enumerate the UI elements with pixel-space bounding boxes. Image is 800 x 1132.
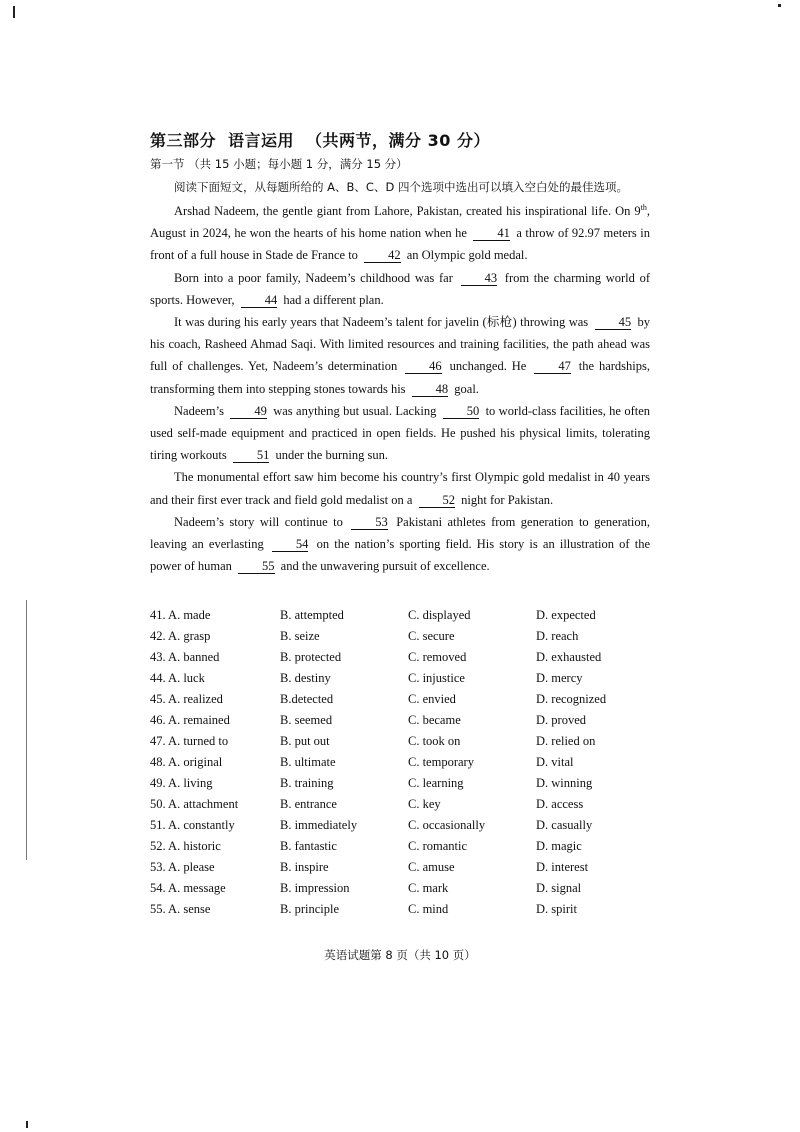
option-a: 47. A. turned to bbox=[150, 734, 229, 749]
passage-text: , August in 2024, he won the hearts of his home nation when he bbox=[150, 204, 650, 241]
passage-text: goal. bbox=[454, 381, 479, 396]
answer-options bbox=[150, 605, 650, 920]
blank-49: 49 bbox=[230, 404, 267, 419]
paragraph bbox=[150, 267, 650, 311]
option-d: D. casually bbox=[536, 818, 593, 833]
option-row bbox=[150, 626, 650, 647]
blank-43: 43 bbox=[461, 271, 498, 286]
option-c: C. romantic bbox=[408, 839, 468, 854]
scan-corner-mark bbox=[13, 6, 15, 18]
option-b: B. principle bbox=[280, 902, 340, 917]
option-c: C. envied bbox=[408, 692, 456, 707]
option-d: D. signal bbox=[536, 881, 582, 896]
page-footer: 英语试题第 8 页（共 10 页） bbox=[324, 948, 476, 962]
option-a: 54. A. message bbox=[150, 881, 226, 896]
passage-text: to world-class facilities, he often used self-made equipment and practiced in open fields. He pushed his physical limits, tolerating tiring workouts bbox=[150, 403, 651, 463]
blank-54: 54 bbox=[272, 537, 309, 552]
blank-44: 44 bbox=[241, 293, 278, 308]
passage-text: from the charming world of sports. However, bbox=[150, 270, 651, 307]
blank-46: 46 bbox=[405, 359, 442, 374]
part-title bbox=[150, 128, 650, 154]
option-a: 50. A. attachment bbox=[150, 797, 239, 812]
option-a: 53. A. please bbox=[150, 860, 215, 875]
blank-53: 53 bbox=[351, 515, 388, 530]
scan-corner-mark bbox=[778, 4, 781, 7]
option-b: B. training bbox=[280, 776, 334, 791]
option-b: B. inspire bbox=[280, 860, 329, 875]
paragraph bbox=[150, 511, 650, 578]
passage-text: night for Pakistan. bbox=[461, 492, 554, 507]
option-a: 52. A. historic bbox=[150, 839, 221, 854]
option-b: B. impression bbox=[280, 881, 350, 896]
instruction: 阅读下面短文，从每题所给的 A、B、C、D 四个选项中选出可以填入空白处的最佳选项。 bbox=[174, 180, 628, 194]
exam-content bbox=[150, 128, 650, 920]
option-a: 48. A. original bbox=[150, 755, 223, 770]
option-a: 44. A. luck bbox=[150, 671, 205, 686]
part-label: 第三部分 bbox=[150, 131, 217, 150]
superscript: th bbox=[640, 202, 647, 212]
blank-45: 45 bbox=[595, 315, 632, 330]
option-c: C. removed bbox=[408, 650, 467, 665]
option-row bbox=[150, 689, 650, 710]
option-b: B. seize bbox=[280, 629, 320, 644]
passage-text: Arshad Nadeem, the gentle giant from Lahore, Pakistan, created his inspirational life. On 9 bbox=[174, 204, 641, 218]
option-d: D. proved bbox=[536, 713, 586, 728]
blank-42: 42 bbox=[364, 248, 401, 263]
option-c: C. temporary bbox=[408, 755, 474, 770]
blank-48: 48 bbox=[412, 382, 449, 397]
blank-41: 41 bbox=[473, 226, 510, 241]
option-c: C. mark bbox=[408, 881, 449, 896]
option-a: 45. A. realized bbox=[150, 692, 223, 707]
option-d: D. vital bbox=[536, 755, 574, 770]
paragraph bbox=[150, 200, 650, 267]
option-c: C. amuse bbox=[408, 860, 455, 875]
option-d: D. magic bbox=[536, 839, 582, 854]
option-b: B.detected bbox=[280, 692, 334, 707]
option-c: C. injustice bbox=[408, 671, 465, 686]
part-name: 语言运用 bbox=[228, 131, 295, 150]
part-note: （共两节，满分 30 分） bbox=[306, 131, 490, 150]
option-c: C. key bbox=[408, 797, 441, 812]
option-c: C. secure bbox=[408, 629, 455, 644]
option-d: D. reach bbox=[536, 629, 579, 644]
option-c: C. took on bbox=[408, 734, 461, 749]
option-d: D. relied on bbox=[536, 734, 596, 749]
blank-47: 47 bbox=[534, 359, 571, 374]
option-a: 51. A. constantly bbox=[150, 818, 235, 833]
option-d: D. mercy bbox=[536, 671, 583, 686]
passage-text: The monumental effort saw him become his country’s first Olympic gold medalist in 40 years and their first ever track and field gold medalist on a bbox=[150, 470, 650, 507]
option-row bbox=[150, 605, 650, 626]
option-c: C. occasionally bbox=[408, 818, 486, 833]
option-b: B. destiny bbox=[280, 671, 331, 686]
option-b: B. entrance bbox=[280, 797, 337, 812]
option-row bbox=[150, 794, 650, 815]
option-row bbox=[150, 668, 650, 689]
option-row bbox=[150, 773, 650, 794]
option-a: 49. A. living bbox=[150, 776, 213, 791]
cloze-passage bbox=[150, 200, 650, 577]
option-row bbox=[150, 878, 650, 899]
option-row bbox=[150, 647, 650, 668]
blank-50: 50 bbox=[443, 404, 480, 419]
option-d: D. spirit bbox=[536, 902, 577, 917]
passage-text: Born into a poor family, Nadeem’s childhood was far bbox=[174, 270, 453, 285]
passage-text: unchanged. He bbox=[449, 359, 527, 374]
passage-text: Nadeem’s story will continue to bbox=[174, 514, 343, 529]
option-a: 55. A. sense bbox=[150, 902, 211, 917]
blank-52: 52 bbox=[419, 493, 456, 508]
option-d: D. interest bbox=[536, 860, 589, 875]
option-d: D. recognized bbox=[536, 692, 607, 707]
option-b: B. put out bbox=[280, 734, 330, 749]
paragraph bbox=[150, 466, 650, 510]
passage-text: by his coach, Rasheed Ahmad Saqi. With limited resources and training facilities, the path ahead was full of challenges. Yet, Nadeem’s determination bbox=[150, 315, 651, 374]
scan-corner-mark bbox=[26, 1121, 28, 1128]
option-b: B. ultimate bbox=[280, 755, 336, 770]
option-row bbox=[150, 752, 650, 773]
passage-text: a throw of 92.97 meters in front of a full house in Stade de France to bbox=[150, 226, 650, 263]
scan-margin-line bbox=[26, 600, 27, 860]
option-a: 43. A. banned bbox=[150, 650, 220, 665]
option-b: B. fantastic bbox=[280, 839, 337, 854]
option-b: B. immediately bbox=[280, 818, 358, 833]
passage-text: Nadeem’s bbox=[174, 403, 224, 418]
passage-text: had a different plan. bbox=[283, 292, 384, 307]
option-c: C. became bbox=[408, 713, 461, 728]
blank-55: 55 bbox=[238, 559, 275, 574]
passage-text: under the burning sun. bbox=[275, 448, 388, 463]
option-a: 41. A. made bbox=[150, 608, 211, 623]
option-b: B. attempted bbox=[280, 608, 344, 623]
option-d: D. exhausted bbox=[536, 650, 602, 665]
passage-text: on the nation’s sporting field. His story is an illustration of the power of human bbox=[150, 537, 651, 574]
option-c: C. mind bbox=[408, 902, 449, 917]
option-row bbox=[150, 836, 650, 857]
option-row bbox=[150, 815, 650, 836]
paragraph bbox=[150, 400, 650, 467]
passage-text: the hardships, transforming them into stepping stones towards his bbox=[150, 359, 650, 396]
section-heading: 第一节 （共 15 小题；每小题 1 分，满分 15 分） bbox=[150, 157, 408, 171]
option-row bbox=[150, 857, 650, 878]
passage-text: Pakistani athletes from generation to generation, leaving an everlasting bbox=[150, 514, 650, 552]
option-d: D. expected bbox=[536, 608, 596, 623]
paragraph bbox=[150, 311, 650, 400]
option-row bbox=[150, 731, 650, 752]
option-row bbox=[150, 710, 650, 731]
option-c: C. displayed bbox=[408, 608, 471, 623]
option-c: C. learning bbox=[408, 776, 464, 791]
passage-text: an Olympic gold medal. bbox=[406, 248, 528, 263]
option-d: D. winning bbox=[536, 776, 593, 791]
option-b: B. seemed bbox=[280, 713, 333, 728]
option-d: D. access bbox=[536, 797, 584, 812]
blank-51: 51 bbox=[233, 448, 270, 463]
passage-text: was anything but usual. Lacking bbox=[273, 403, 437, 418]
option-b: B. protected bbox=[280, 650, 342, 665]
option-a: 46. A. remained bbox=[150, 713, 230, 728]
passage-text: It was during his early years that Nadeem’s talent for javelin (标枪) throwing was bbox=[174, 315, 589, 330]
option-a: 42. A. grasp bbox=[150, 629, 211, 644]
passage-text: and the unwavering pursuit of excellence. bbox=[280, 559, 490, 574]
option-row bbox=[150, 899, 650, 920]
